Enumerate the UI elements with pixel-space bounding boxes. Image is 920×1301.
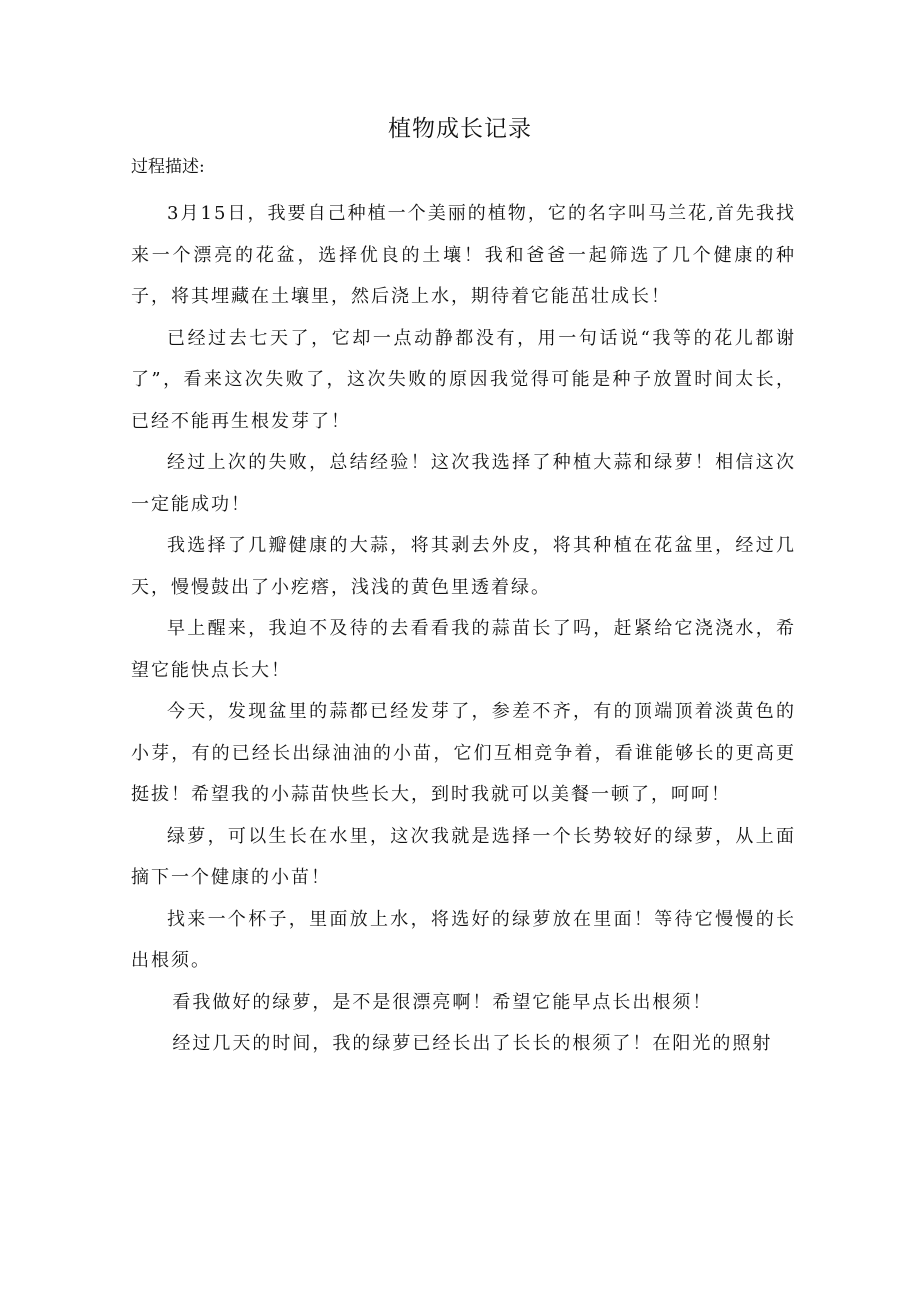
paragraph-3: 经过上次的失败，总结经验！这次我选择了种植大蒜和绿萝！相信这次一定能成功！ — [131, 452, 796, 515]
paragraph-6: 今天，发现盆里的蒜都已经发芽了，参差不齐，有的顶端顶着淡黄色的小芽，有的已经长出绿油油的小苗，它们互相竞争着，看谁能够长的更高更挺拔！希望我的小蒜苗快些长大，到时我就可以美餐一顿了，呵呵！ — [131, 701, 796, 805]
paragraph-2: 已经过去七天了，它却一点动静都没有，用一句话说“我等的花儿都谢了”，看来这次失败了，这次失败的原因我觉得可能是种子放置时间太长，已经不能再生根发芽了！ — [131, 327, 796, 432]
paragraph-7: 绿萝，可以生长在水里，这次我就是选择一个长势较好的绿萝，从上面摘下一个健康的小苗！ — [131, 825, 796, 888]
paragraph-9: 看我做好的绿萝，是不是很漂亮啊！希望它能早点长出根须！ — [172, 991, 713, 1013]
paragraph-10: 经过几天的时间，我的绿萝已经长出了长长的根须了！在阳光的照射 — [172, 1033, 773, 1054]
section-label: 过程描述: — [131, 157, 205, 177]
paragraph-4: 我选择了几瓣健康的大蒜，将其剥去外皮，将其种植在花盆里，经过几天，慢慢鼓出了小疙瘩，浅浅的黄色里透着绿。 — [131, 535, 796, 598]
paragraph-8: 找来一个杯子，里面放上水，将选好的绿萝放在里面！等待它慢慢的长出根须。 — [131, 908, 796, 971]
document-body — [131, 193, 796, 1065]
paragraph-1: 3月15日，我要自己种植一个美丽的植物，它的名字叫马兰花,首先我找来一个漂亮的花盆，选择优良的土壤！我和爸爸一起筛选了几个健康的种子，将其埋藏在土壤里，然后浇上水，期待着它能茁壮成长！ — [131, 203, 796, 307]
document-title: 植物成长记录 — [388, 116, 532, 142]
paragraph-5: 早上醒来，我迫不及待的去看看我的蒜苗长了吗，赶紧给它浇浇水，希望它能快点长大！ — [131, 618, 796, 681]
